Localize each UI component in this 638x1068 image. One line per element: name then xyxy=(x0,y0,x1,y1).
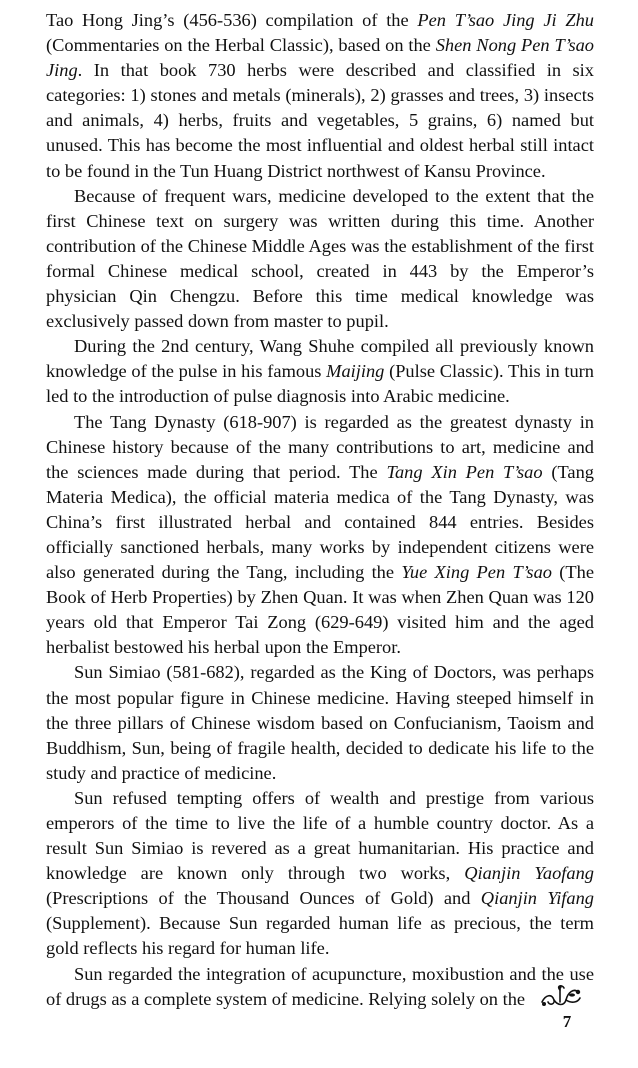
text-run: Tao Hong Jing’s (456-536) compilation of the xyxy=(46,10,418,30)
text-run: (Prescriptions of the Thousand Ounces of Gold) and xyxy=(46,888,481,909)
italic-title: Qianjin Yifang xyxy=(480,888,594,909)
paragraph-wang-shuhe xyxy=(46,334,594,409)
text-run: Sun regarded the integration of acupuncture, moxibustion and the use of drugs as a complete system of medicine. Relying solely on the xyxy=(46,963,594,1009)
page-number: 7 xyxy=(562,1012,572,1031)
page-text xyxy=(46,8,594,1012)
text-run: (Tang Materia Medica), the official materia medica of the Tang Dynasty, was China’s first illustrated herbal and contained 844 entries. Besides officially sanctioned herbals, many works by independent citizens were also generated during the Tang, including the xyxy=(46,461,594,583)
text-run: Because of frequent wars, medicine developed to the extent that the first Chinese text on surgery was written during this time. Another contribution of the Chinese Middle Ages was the establishment of the first formal Chinese medical school, created in 443 by the Emperor’s physician Qin Chengzu. Before this time medical knowledge was exclusively passed down from master to pupil. xyxy=(46,185,594,332)
italic-title: Yue Xing Pen T’sao xyxy=(401,562,552,583)
text-run: (Supplement). Because Sun regarded human life as precious, the term gold reflects his regard for human life. xyxy=(46,913,594,959)
italic-title: Shen Nong Pen T’sao Jing xyxy=(46,35,594,81)
text-run: Sun Simiao (581-682), regarded as the King of Doctors, was perhaps the most popular figure in Chinese medicine. Having steeped himself in the three pillars of Chinese wisdom based on Confucianism, Taoism and Buddhism, Sun, being of fragile health, decided to dedicate his life to the study and practice of medicine. xyxy=(46,662,594,783)
paragraph-tao-hong-jing xyxy=(46,8,594,184)
text-run: Sun refused tempting offers of wealth and prestige from various emperors of the time to live the life of a humble country doctor. As a result Sun Simiao is revered as a great humanitarian. His practice and knowledge are known only through two works, xyxy=(46,787,594,884)
italic-title: Pen T’sao Jing Ji Zhu xyxy=(417,10,594,30)
text-run: During the 2nd century, Wang Shuhe compiled all previously known knowledge of the pulse in his famous xyxy=(46,336,594,382)
italic-title: Qianjin Yaofang xyxy=(464,863,594,884)
floral-ornament-icon xyxy=(538,982,584,1012)
text-run: (Commentaries on the Herbal Classic), based on the xyxy=(46,35,436,56)
text-run: The Tang Dynasty (618-907) is regarded as the greatest dynasty in Chinese history because of the many contributions to art, medicine and the sciences made during that period. The xyxy=(46,411,594,482)
text-run: (The Book of Herb Properties) by Zhen Quan. It was when Zhen Quan was 120 years old that Emperor Tai Zong (629-649) visited him and the aged herbalist bestowed his herbal upon the Emperor. xyxy=(46,562,594,658)
text-run: (Pulse Classic). This in turn led to the introduction of pulse diagnosis into Arabic medicine. xyxy=(46,361,595,407)
text-run: . In that book 730 herbs were described and classified in six categories: 1) stones and metals (minerals), 2) grasses and trees, 3) insects and animals, 4) herbs, fruits and vegetables, 5 grains, 6) named but unused. This has become the most influential and oldest herbal still intact to be found in the Tun Huang District northwest of Kansu Province. xyxy=(46,60,594,181)
paragraph-frequent-wars xyxy=(46,184,594,335)
italic-title: Tang Xin Pen T’sao xyxy=(386,461,543,482)
italic-title: Maijing xyxy=(326,361,385,382)
paragraph-sun-integration xyxy=(46,962,594,1012)
paragraph-tang-dynasty xyxy=(46,410,594,661)
paragraph-sun-refused xyxy=(46,786,594,962)
paragraph-sun-simiao xyxy=(46,660,594,785)
